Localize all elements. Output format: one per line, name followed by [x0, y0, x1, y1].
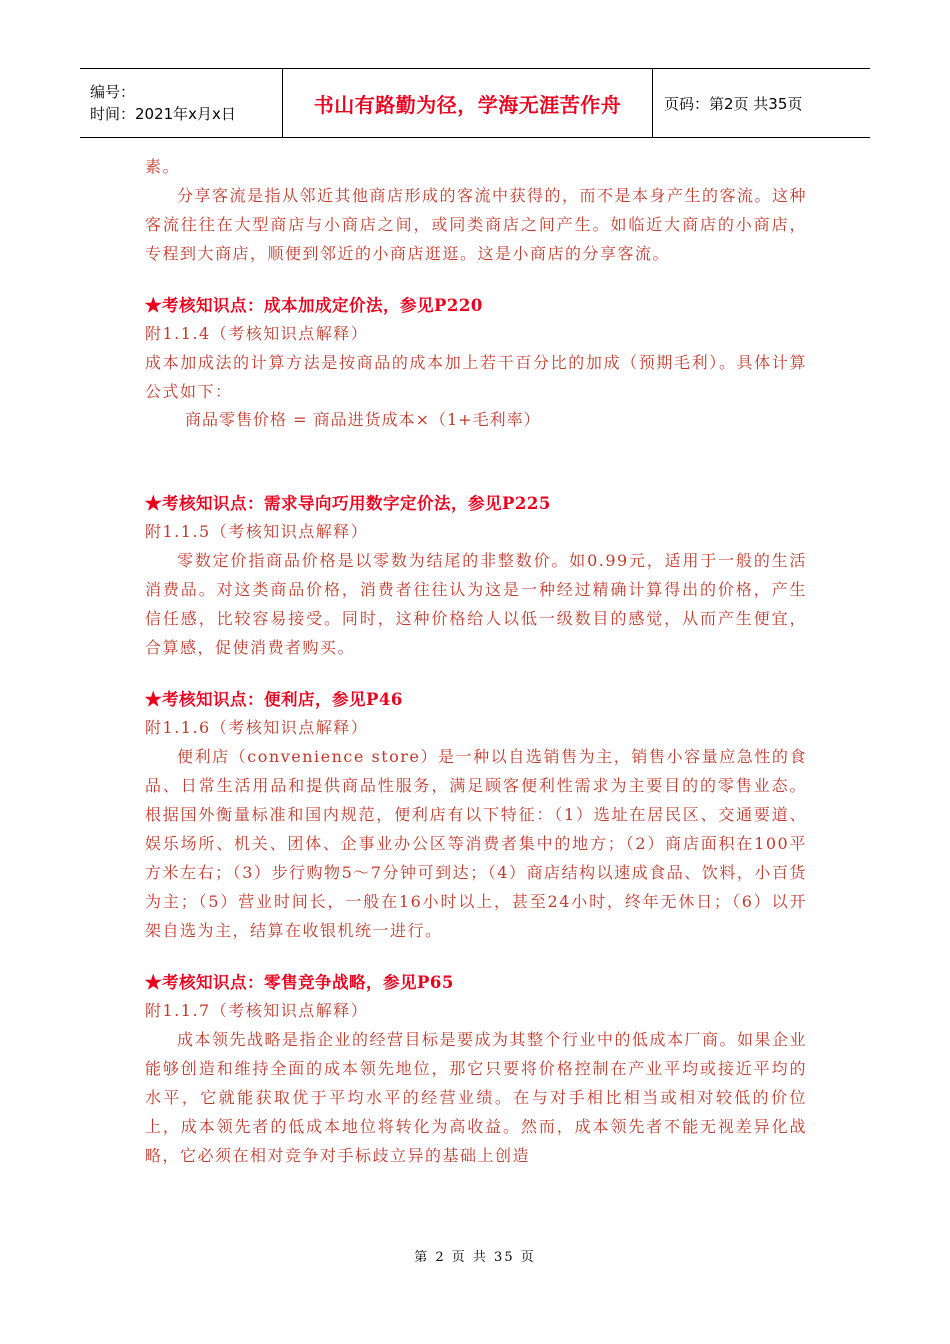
annex-label: 附1.1.5（考核知识点解释） — [145, 522, 369, 541]
header-meta — [80, 69, 283, 137]
page-footer: 第 2 页 共 35 页 — [414, 1250, 536, 1265]
section-paragraph: 成本加成法的计算方法是按商品的成本加上若干百分比的加成（预期毛利）。具体计算公式如下： — [145, 353, 807, 401]
section-paragraph: 零数定价指商品价格是以零数为结尾的非整数价。如0.99元，适用于一般的生活消费品。对这类商品价格，消费者往往认为这是一种经过精确计算得出的价格，产生信任感，比较容易接受。同时，这种价格给人以低一级数目的感觉，从而产生便宜，合算感，促使消费者购买。 — [145, 551, 807, 657]
document-body — [145, 152, 807, 1170]
section-paragraph: 便利店（convenience store）是一种以自选销售为主，销售小容量应急性的食品、日常生活用品和提供商品性服务，满足顾客便利性需求为主要目的的零售业态。根据国外衡量标准和国内规范，便利店有以下特征：（1）选址在居民区、交通要道、娱乐场所、机关、团体、企事业办公区等消费者集中的地方；（2）商店面积在100平方米左右；（3）步行购物5～7分钟可到达；（4）商店结构以速成食品、饮料，小百货为主；（5）营业时间长，一般在16小时以上，甚至24小时，终年无休日；（6）以开架自选为主，结算在收银机统一进行。 — [145, 747, 807, 940]
knowledge-point-heading: ★考核知识点：便利店，参见P46 — [145, 690, 403, 709]
knowledge-point-heading: ★考核知识点：需求导向巧用数字定价法，参见P225 — [145, 494, 551, 513]
document-number-label: 编号： — [90, 83, 136, 101]
annex-label: 附1.1.6（考核知识点解释） — [145, 718, 369, 737]
annex-label: 附1.1.4（考核知识点解释） — [145, 324, 369, 343]
header-page-label: 页码：第2页 共35页 — [664, 94, 803, 113]
shared-traffic-paragraph: 分享客流是指从邻近其他商店形成的客流中获得的，而不是本身产生的客流。这种客流往往在大型商店与小商店之间，或同类商店之间产生。如临近大商店的小商店，专程到大商店，顺便到邻近的小商店逛逛。这是小商店的分享客流。 — [145, 186, 808, 263]
header-motto: 书山有路勤为径，学海无涯苦作舟 — [313, 92, 622, 117]
pricing-formula: 商品零售价格 = 商品进货成本×（1+毛利率） — [185, 410, 541, 429]
annex-label: 附1.1.7（考核知识点解释） — [145, 1001, 369, 1020]
knowledge-point-heading: ★考核知识点：成本加成定价法，参见P220 — [145, 296, 483, 315]
page-header — [80, 68, 870, 138]
knowledge-point-heading: ★考核知识点：零售竞争战略，参见P65 — [145, 973, 454, 992]
header-motto-cell — [283, 69, 653, 137]
document-time-label: 时间：2021年x月x日 — [90, 105, 236, 123]
section-paragraph: 成本领先战略是指企业的经营目标是要成为其整个行业中的低成本厂商。如果企业能够创造和维持全面的成本领先地位，那它只要将价格控制在产业平均或接近平均的水平，它就能获取优于平均水平的经营业绩。在与对手相比相当或相对较低的价位上，成本领先者的低成本地位将转化为高收益。然而，成本领先者不能无视差异化战略，它必须在相对竞争对手标歧立异的基础上创造 — [145, 1030, 808, 1165]
continued-text: 素。 — [145, 157, 181, 176]
header-page-cell — [653, 69, 870, 137]
